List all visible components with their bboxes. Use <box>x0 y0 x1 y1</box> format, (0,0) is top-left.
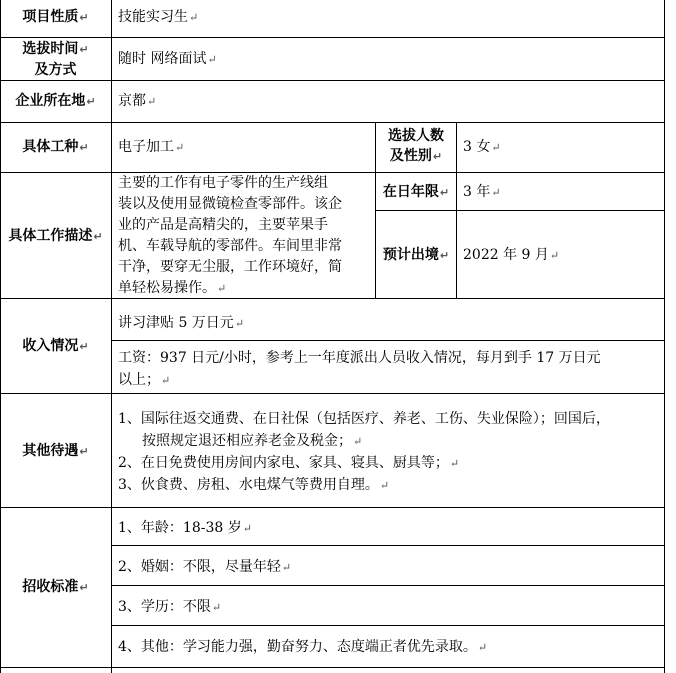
term-label: 在日年限↵ <box>382 184 450 200</box>
row-divider <box>0 667 665 668</box>
benefits-item-1-cont: 按照规定退还相应养老金及税金；↵ <box>142 433 363 449</box>
criteria-education: 3、学历：不限↵ <box>118 599 222 615</box>
row-divider <box>375 210 665 211</box>
row-divider <box>111 340 665 341</box>
row-divider <box>0 507 665 508</box>
allowance-value: 讲习津贴 5 万日元↵ <box>118 315 245 331</box>
location-value: 京都↵ <box>118 93 157 109</box>
job-type-label: 具体工种↵ <box>22 139 89 155</box>
project-nature-value: 技能实习生↵ <box>118 9 199 25</box>
wage-value: 工资：937 日元/小时，参考上一年度派出人员收入情况，每月到手 17 万日元 以上；↵ <box>118 350 601 388</box>
income-label: 收入情况↵ <box>22 338 89 354</box>
row-divider <box>111 585 665 586</box>
departure-value: 2022 年 9 月↵ <box>463 247 560 263</box>
row-divider <box>0 80 665 81</box>
benefits-item-2: 2、在日免费使用房间内家电、家具、寝具、厨具等；↵ <box>118 455 460 471</box>
row-divider <box>0 393 665 394</box>
job-type-value: 电子加工↵ <box>118 139 185 155</box>
headcount-value: 3 女↵ <box>463 139 501 155</box>
benefits-label: 其他待遇↵ <box>22 443 89 459</box>
row-divider <box>111 545 665 546</box>
selection-label: 选拔时间↵ 及方式 <box>22 41 89 78</box>
job-description-label: 具体工作描述↵ <box>8 228 103 244</box>
table-right-border <box>664 0 665 673</box>
row-divider <box>0 37 665 38</box>
row-divider <box>111 625 665 626</box>
benefits-item-3: 3、伙食费、房租、水电煤气等费用自理。↵ <box>118 477 390 493</box>
criteria-other: 4、其他：学习能力强，勤奋努力、态度端正者优先录取。↵ <box>118 639 488 655</box>
criteria-age: 1、年龄：18-38 岁↵ <box>118 520 252 536</box>
criteria-marriage: 2、婚姻：不限，尽量年轻↵ <box>118 559 292 575</box>
headcount-label: 选拔人数 及性别↵ <box>388 128 444 164</box>
row-divider <box>0 122 665 123</box>
label-column-divider <box>111 0 112 673</box>
benefits-item-1: 1、国际往返交通费、在日社保（包括医疗、养老、工伤、失业保险）；回国后， <box>118 411 610 427</box>
criteria-label: 招收标准↵ <box>22 579 89 595</box>
project-nature-label: 项目性质↵ <box>22 9 89 25</box>
term-value: 3 年↵ <box>463 184 501 200</box>
selection-value: 随时 网络面试↵ <box>118 51 217 67</box>
job-description-text: 主要的工作有电子零件的生产线组 装以及使用显微镜检查零部件。该企 业的产品是高精尖的，主要苹果手 机、车载导航的零部件。车间里非常 干净，要穿无尘服，工作环境好，简 单轻松易操作。↵ <box>118 175 342 296</box>
location-label: 企业所在地↵ <box>15 93 96 109</box>
sublabel-column-divider <box>456 123 457 299</box>
departure-label: 预计出境↵ <box>382 247 450 263</box>
